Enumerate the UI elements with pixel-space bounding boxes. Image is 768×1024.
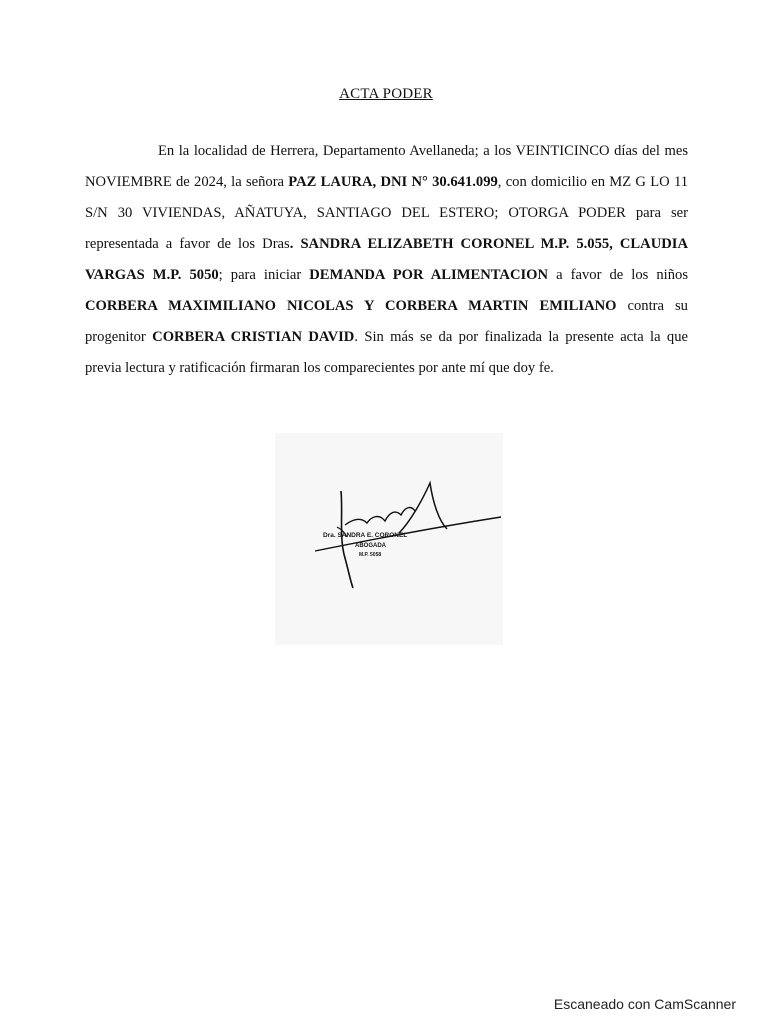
bold-segment-grantor: PAZ LAURA, DNI N° 30.641.099 xyxy=(288,174,498,190)
signature-stroke-vertical xyxy=(341,491,353,588)
text-segment: En xyxy=(158,143,175,159)
bold-segment-attorneys: . SANDRA ELIZABETH CORONEL M.P. 5.055, CLAUDIA VARGAS M.P. 5050 xyxy=(85,236,688,283)
document-body-paragraph xyxy=(85,136,688,384)
stamp-role: ABOGADA xyxy=(355,543,386,549)
stamp-registration: M.P. 5058 xyxy=(359,552,382,558)
signature-image xyxy=(275,433,503,645)
document-title: ACTA PODER xyxy=(339,86,433,102)
stamp-name: Dra. SANDRA E. CORONEL xyxy=(323,532,408,539)
text-segment: . Sin más se da por finalizada la presente acta la que previa lectura y ratificación firmaran los comparecientes por ante mí que doy fe. xyxy=(85,329,688,376)
text-segment: a favor de los niños xyxy=(548,267,688,283)
text-segment: , con domicilio en MZ G LO 11 S/N 30 VIVIENDAS, AÑATUYA, SANTIAGO DEL ESTERO; OTORGA PODER para ser representada a favor de los Dras xyxy=(85,174,688,252)
signature-stroke-loops xyxy=(345,508,415,525)
bold-segment-children: CORBERA MAXIMILIANO NICOLAS Y CORBERA MARTIN EMILIANO xyxy=(85,298,617,314)
text-segment: contra su progenitor xyxy=(85,298,688,345)
bold-segment-parent: CORBERA CRISTIAN DAVID xyxy=(152,329,355,345)
bold-segment-claim: DEMANDA POR ALIMENTACION xyxy=(309,267,549,283)
text-segment: ; para iniciar xyxy=(218,267,310,283)
signature-svg xyxy=(275,433,503,645)
text-segment: la localidad de Herrera, Departamento Avellaneda; a los VEINTICINCO días del mes NOVIEMBRE de 2024, la señora xyxy=(85,143,688,190)
scanner-watermark: Escaneado con CamScanner xyxy=(553,996,736,1012)
